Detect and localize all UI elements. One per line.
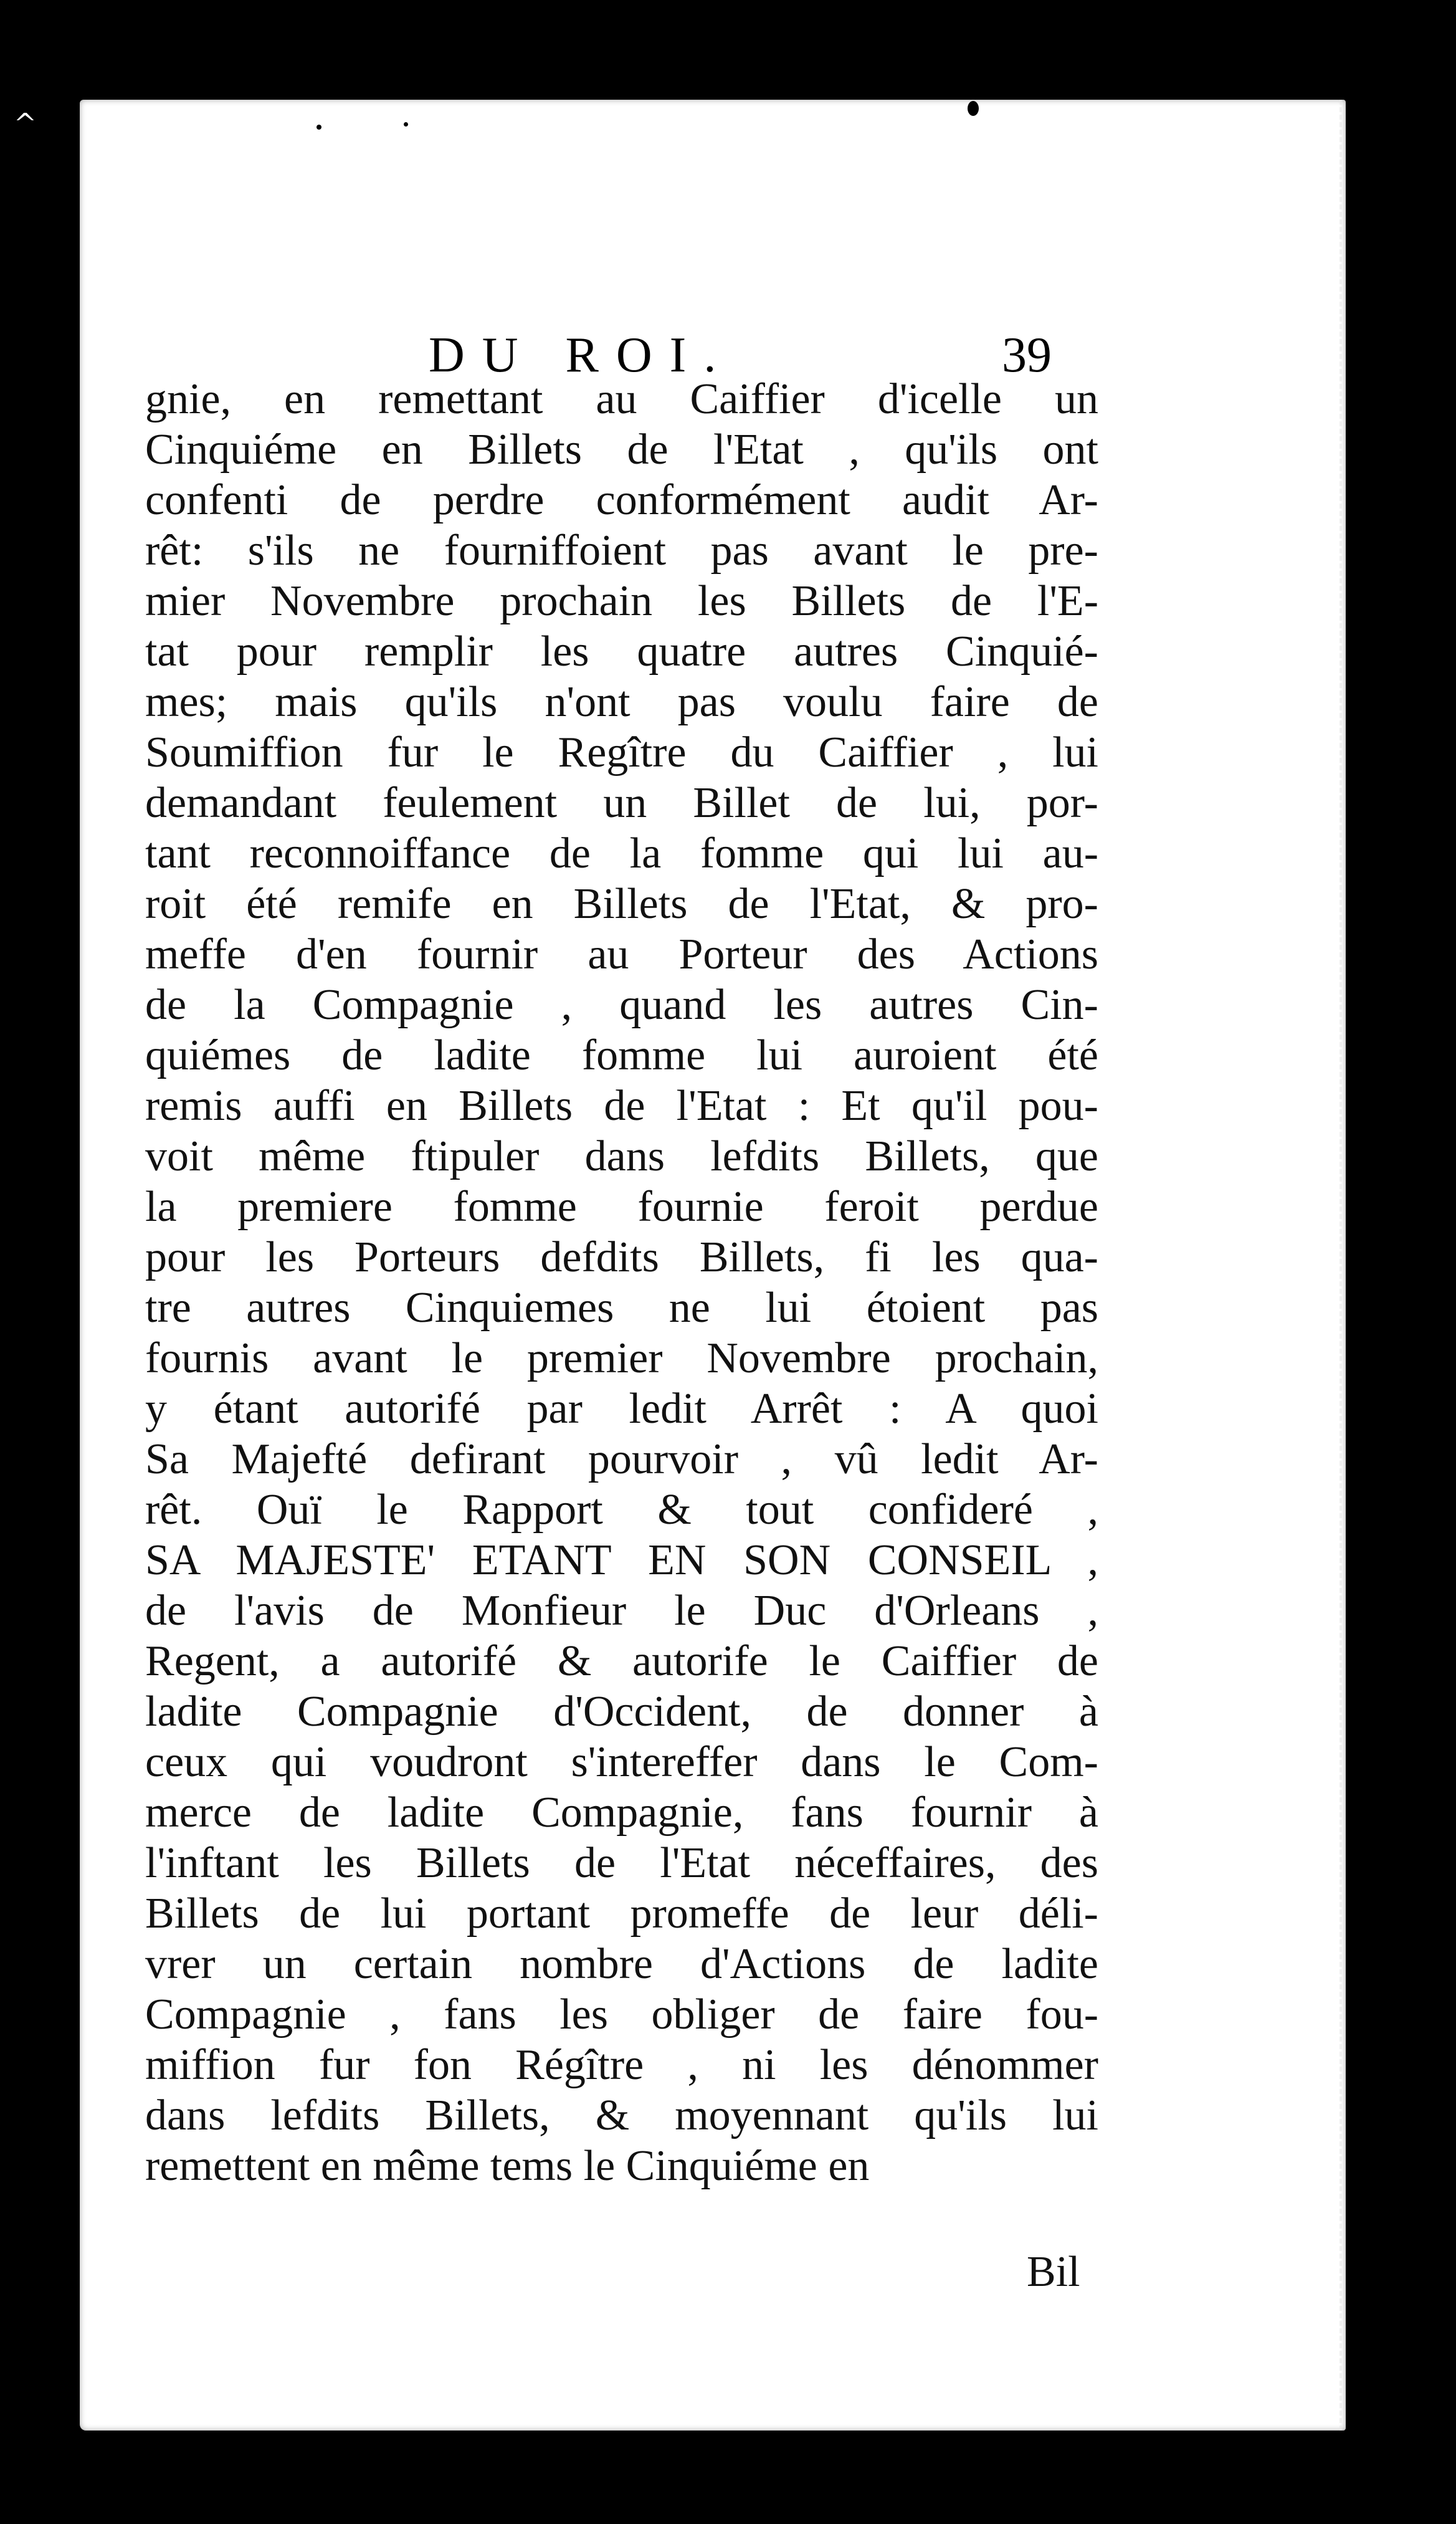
text-line: l'inftant les Billets de l'Etat néceffaires, des [145, 1839, 1098, 1887]
text-line: ceux qui voudront s'intereffer dans le Com- [145, 1738, 1098, 1786]
text-line: Sa Majefté defirant pourvoir , vû ledit Ar- [145, 1435, 1098, 1483]
text-line: voit même ftipuler dans lefdits Billets, que [145, 1132, 1098, 1180]
running-title: DU ROI. [429, 328, 734, 383]
page-number: 39 [1002, 328, 1052, 383]
page-edge [1339, 100, 1353, 2431]
text-line: vrer un certain nombre d'Actions de ladite [145, 1940, 1098, 1988]
text-line: rêt. Ouï le Rapport & tout confideré , [145, 1486, 1098, 1534]
text-line: merce de ladite Compagnie, fans fournir à [145, 1789, 1098, 1837]
text-line: tat pour remplir les quatre autres Cinquié- [145, 628, 1098, 676]
text-line: roit été remife en Billets de l'Etat, & pro- [145, 880, 1098, 928]
text-line: quiémes de ladite fomme lui auroient été [145, 1031, 1098, 1079]
text-line: rêt: s'ils ne fourniffoient pas avant le pre- [145, 527, 1098, 575]
text-line: gnie, en remettant au Caiffier d'icelle un [145, 375, 1098, 423]
book-page [80, 100, 1346, 2431]
ink-fleck [404, 122, 408, 127]
text-line: confenti de perdre conformément audit Ar- [145, 476, 1098, 524]
text-line: Soumiffion fur le Regître du Caiffier , lui [145, 729, 1098, 777]
catchword: Bil [1027, 2248, 1080, 2296]
body-text [145, 374, 1098, 2191]
text-line: y étant autorifé par ledit Arrêt : A quoi [145, 1385, 1098, 1433]
text-line: meffe d'en fournir au Porteur des Actions [145, 930, 1098, 978]
text-line: tre autres Cinquiemes ne lui étoient pas [145, 1284, 1098, 1332]
text-line: SA MAJESTE' ETANT EN SON CONSEIL , [145, 1536, 1098, 1584]
text-line: demandant feulement un Billet de lui, por- [145, 779, 1098, 827]
text-line: mes; mais qu'ils n'ont pas voulu faire de [145, 678, 1098, 726]
text-line: fournis avant le premier Novembre prochain, [145, 1334, 1098, 1382]
text-line: dans lefdits Billets, & moyennant qu'ils lui [145, 2091, 1098, 2139]
text-line: remettent en même tems le Cinquiéme en [145, 2142, 870, 2190]
text-line: de l'avis de Monfieur le Duc d'Orleans , [145, 1587, 1098, 1635]
text-line: mier Novembre prochain les Billets de l'E- [145, 577, 1098, 625]
text-line: Cinquiéme en Billets de l'Etat , qu'ils ont [145, 426, 1098, 474]
text-line: Compagnie , fans les obliger de faire fou- [145, 1991, 1098, 2039]
text-line: ladite Compagnie d'Occident, de donner à [145, 1688, 1098, 1736]
text-line: miffion fur fon Régître , ni les dénommer [145, 2041, 1098, 2089]
text-line: tant reconnoiffance de la fomme qui lui au- [145, 829, 1098, 877]
ink-fleck [316, 125, 321, 130]
ink-fleck [968, 101, 979, 116]
text-line: pour les Porteurs defdits Billets, fi les qua- [145, 1233, 1098, 1281]
text-line: remis auffi en Billets de l'Etat : Et qu'il pou- [145, 1082, 1098, 1130]
text-line: Regent, a autorifé & autorife le Caiffier de [145, 1637, 1098, 1685]
text-line: de la Compagnie , quand les autres Cin- [145, 981, 1098, 1029]
edge-mark: ^ [14, 108, 37, 140]
text-line: la premiere fomme fournie feroit perdue [145, 1183, 1098, 1231]
text-line: Billets de lui portant promeffe de leur déli- [145, 1890, 1098, 1938]
